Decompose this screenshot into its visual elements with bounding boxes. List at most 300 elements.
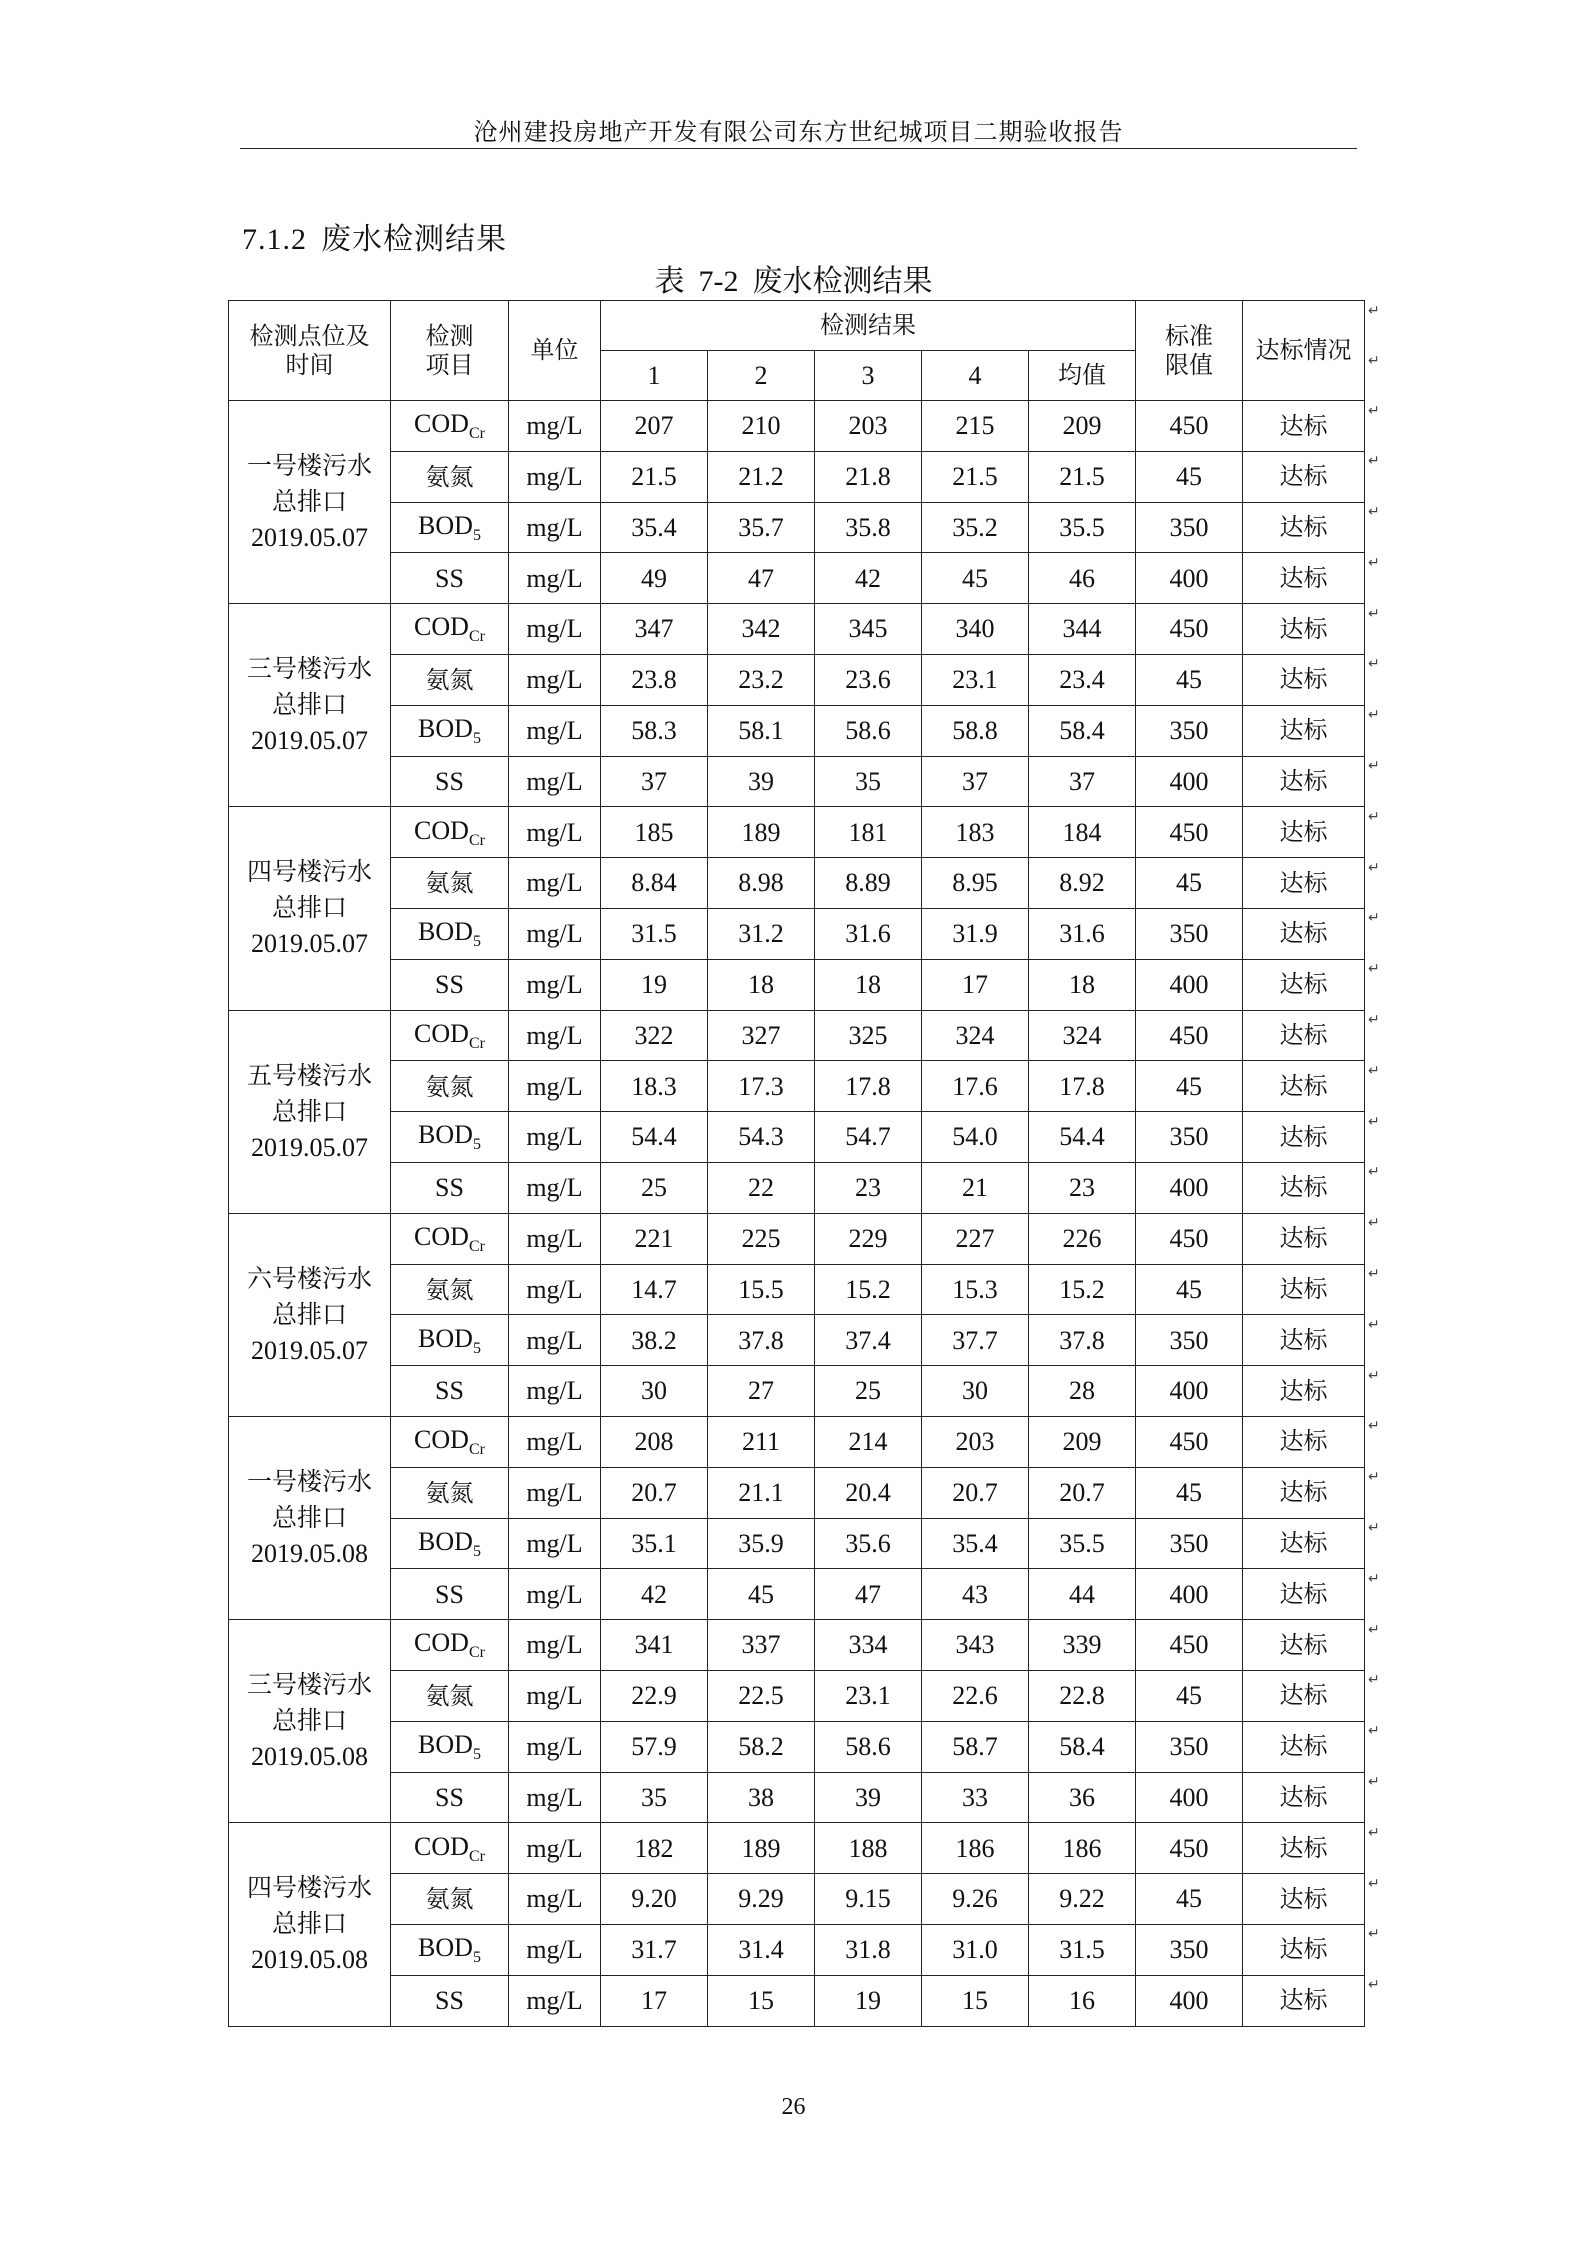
item-cell (391, 1366, 509, 1417)
run-2-cell: 17.3 (708, 1061, 815, 1112)
run-3-cell: 37.4 (815, 1315, 922, 1366)
run-4-cell: 186 (922, 1823, 1029, 1874)
location-name: 一号楼污水总排口 (246, 1467, 372, 1533)
table-row (229, 1975, 1365, 2026)
mean-cell: 37 (1029, 756, 1136, 807)
run-4-cell: 17.6 (922, 1061, 1029, 1112)
run-1-cell: 8.84 (601, 858, 708, 909)
unit-cell: mg/L (509, 807, 601, 858)
status-cell: 达标 (1243, 1416, 1365, 1467)
table-row (229, 908, 1365, 959)
item-name: COD (414, 815, 469, 845)
mean-cell: 344 (1029, 604, 1136, 655)
status-cell: 达标 (1243, 1315, 1365, 1366)
table-row (229, 1162, 1365, 1213)
item-cell (391, 1264, 509, 1315)
run-4-cell: 58.8 (922, 705, 1029, 756)
limit-cell: 450 (1136, 807, 1243, 858)
mean-cell: 31.6 (1029, 908, 1136, 959)
unit-cell: mg/L (509, 1366, 601, 1417)
return-mark-icon: ↵ (1368, 758, 1380, 775)
unit-cell: mg/L (509, 1416, 601, 1467)
item-cell (391, 705, 509, 756)
mean-cell: 58.4 (1029, 1721, 1136, 1772)
run-3-cell: 9.15 (815, 1874, 922, 1925)
mean-cell: 339 (1029, 1620, 1136, 1671)
run-3-cell: 345 (815, 604, 922, 655)
item-cell (391, 1467, 509, 1518)
run-2-cell: 211 (708, 1416, 815, 1467)
unit-cell: mg/L (509, 502, 601, 553)
run-2-cell: 27 (708, 1366, 815, 1417)
run-4-cell: 22.6 (922, 1670, 1029, 1721)
table-row (229, 807, 1365, 858)
item-name: BOD (418, 1120, 473, 1150)
run-1-cell: 37 (601, 756, 708, 807)
run-2-cell: 31.2 (708, 908, 815, 959)
return-mark-icon: ↵ (1368, 707, 1380, 724)
mean-cell: 58.4 (1029, 705, 1136, 756)
return-mark-icon: ↵ (1368, 1367, 1380, 1384)
run-1-cell: 322 (601, 1010, 708, 1061)
col-header-results: 检测结果 (601, 301, 1136, 351)
limit-cell: 45 (1136, 654, 1243, 705)
item-name: SS (435, 1782, 464, 1812)
return-mark-icon: ↵ (1368, 605, 1380, 622)
run-1-cell: 49 (601, 553, 708, 604)
item-subscript: 5 (472, 1542, 481, 1560)
status-cell: 达标 (1243, 1366, 1365, 1417)
col-header-mean: 均值 (1029, 351, 1136, 401)
table-row (229, 1061, 1365, 1112)
run-3-cell: 58.6 (815, 705, 922, 756)
mean-cell: 18 (1029, 959, 1136, 1010)
run-4-cell: 35.4 (922, 1518, 1029, 1569)
return-mark-icon: ↵ (1368, 1418, 1380, 1435)
run-3-cell: 325 (815, 1010, 922, 1061)
status-cell: 达标 (1243, 1975, 1365, 2026)
run-1-cell: 35.4 (601, 502, 708, 553)
item-name: BOD (418, 1323, 473, 1353)
return-mark-icon: ↵ (1368, 1926, 1380, 1943)
limit-cell: 350 (1136, 1924, 1243, 1975)
status-cell: 达标 (1243, 553, 1365, 604)
item-name: COD (414, 1221, 469, 1251)
run-3-cell: 35 (815, 756, 922, 807)
item-subscript: Cr (468, 1034, 485, 1052)
limit-cell: 450 (1136, 401, 1243, 452)
mean-cell: 209 (1029, 1416, 1136, 1467)
mean-cell: 209 (1029, 401, 1136, 452)
item-name: BOD (418, 713, 473, 743)
run-1-cell: 17 (601, 1975, 708, 2026)
item-name: 氨氮 (425, 1682, 474, 1711)
table-row (229, 959, 1365, 1010)
location-date: 2019.05.07 (251, 1335, 368, 1365)
item-subscript: Cr (468, 1644, 485, 1662)
run-3-cell: 181 (815, 807, 922, 858)
item-cell (391, 1874, 509, 1925)
limit-cell: 400 (1136, 959, 1243, 1010)
run-4-cell: 37.7 (922, 1315, 1029, 1366)
status-cell: 达标 (1243, 502, 1365, 553)
mean-cell: 54.4 (1029, 1112, 1136, 1163)
item-name: BOD (418, 917, 473, 947)
location-date: 2019.05.08 (251, 1945, 368, 1975)
item-cell (391, 1721, 509, 1772)
run-4-cell: 8.95 (922, 858, 1029, 909)
run-4-cell: 15 (922, 1975, 1029, 2026)
limit-cell: 350 (1136, 908, 1243, 959)
return-mark-icon: ↵ (1368, 1520, 1380, 1537)
item-subscript: 5 (472, 1949, 481, 1967)
location-name: 一号楼污水总排口 (246, 451, 372, 517)
item-subscript: Cr (468, 831, 485, 849)
run-4-cell: 15.3 (922, 1264, 1029, 1315)
mean-cell: 23 (1029, 1162, 1136, 1213)
item-cell (391, 654, 509, 705)
run-1-cell: 221 (601, 1213, 708, 1264)
status-cell: 达标 (1243, 807, 1365, 858)
limit-cell: 45 (1136, 1467, 1243, 1518)
run-2-cell: 35.7 (708, 502, 815, 553)
unit-cell: mg/L (509, 451, 601, 502)
run-1-cell: 207 (601, 401, 708, 452)
status-cell: 达标 (1243, 1112, 1365, 1163)
run-3-cell: 15.2 (815, 1264, 922, 1315)
return-mark-icon: ↵ (1368, 402, 1380, 419)
status-cell: 达标 (1243, 1010, 1365, 1061)
item-name: 氨氮 (425, 666, 474, 695)
table-row (229, 1416, 1365, 1467)
run-1-cell: 208 (601, 1416, 708, 1467)
return-mark-icon: ↵ (1368, 1062, 1380, 1079)
table-row (229, 1467, 1365, 1518)
status-cell: 达标 (1243, 1518, 1365, 1569)
item-cell (391, 959, 509, 1010)
return-mark-icon: ↵ (1368, 1164, 1380, 1181)
run-3-cell: 23 (815, 1162, 922, 1213)
return-mark-icon: ↵ (1368, 1977, 1380, 1994)
mean-cell: 36 (1029, 1772, 1136, 1823)
run-3-cell: 47 (815, 1569, 922, 1620)
run-2-cell: 21.2 (708, 451, 815, 502)
table-title: 废水检测结果 (752, 264, 933, 299)
return-mark-icon: ↵ (1368, 1570, 1380, 1587)
unit-cell: mg/L (509, 654, 601, 705)
run-2-cell: 45 (708, 1569, 815, 1620)
table-row (229, 654, 1365, 705)
mean-cell: 46 (1029, 553, 1136, 604)
item-cell (391, 1569, 509, 1620)
run-3-cell: 214 (815, 1416, 922, 1467)
return-mark-icon: ↵ (1368, 1113, 1380, 1130)
col-header-status: 达标情况 (1243, 301, 1365, 401)
item-cell (391, 604, 509, 655)
return-mark-icon: ↵ (1368, 453, 1380, 470)
unit-cell: mg/L (509, 1518, 601, 1569)
item-cell (391, 502, 509, 553)
limit-cell: 400 (1136, 756, 1243, 807)
run-3-cell: 35.8 (815, 502, 922, 553)
table-row (229, 451, 1365, 502)
col-header-item: 检测项目 (391, 301, 509, 401)
location-date: 2019.05.07 (251, 726, 368, 756)
item-subscript: Cr (468, 425, 485, 443)
return-mark-icon: ↵ (1368, 859, 1380, 876)
item-name: 氨氮 (425, 869, 474, 898)
item-name: SS (435, 1986, 464, 2015)
mean-cell: 21.5 (1029, 451, 1136, 502)
return-mark-icon: ↵ (1368, 1723, 1380, 1740)
mean-cell: 37.8 (1029, 1315, 1136, 1366)
item-subscript: 5 (472, 1746, 481, 1764)
return-mark-icon: ↵ (1368, 1012, 1380, 1029)
item-cell (391, 756, 509, 807)
limit-cell: 400 (1136, 1366, 1243, 1417)
status-cell: 达标 (1243, 705, 1365, 756)
run-1-cell: 25 (601, 1162, 708, 1213)
status-cell: 达标 (1243, 908, 1365, 959)
run-3-cell: 35.6 (815, 1518, 922, 1569)
unit-cell: mg/L (509, 1569, 601, 1620)
table-row (229, 1772, 1365, 1823)
unit-cell: mg/L (509, 1264, 601, 1315)
run-2-cell: 35.9 (708, 1518, 815, 1569)
unit-cell: mg/L (509, 1061, 601, 1112)
limit-cell: 45 (1136, 1874, 1243, 1925)
status-cell: 达标 (1243, 1721, 1365, 1772)
col-header-run-1: 1 (601, 351, 708, 401)
limit-cell: 450 (1136, 1213, 1243, 1264)
limit-cell: 400 (1136, 1162, 1243, 1213)
return-mark-icon: ↵ (1368, 961, 1380, 978)
mean-cell: 20.7 (1029, 1467, 1136, 1518)
run-3-cell: 334 (815, 1620, 922, 1671)
run-4-cell: 31.9 (922, 908, 1029, 959)
status-cell: 达标 (1243, 1874, 1365, 1925)
unit-cell: mg/L (509, 1975, 601, 2026)
run-2-cell: 58.1 (708, 705, 815, 756)
table-row (229, 1315, 1365, 1366)
item-cell (391, 451, 509, 502)
item-name: BOD (418, 1526, 473, 1556)
unit-cell: mg/L (509, 553, 601, 604)
return-mark-icon: ↵ (1368, 1215, 1380, 1232)
return-mark-icon: ↵ (1368, 554, 1380, 571)
unit-cell: mg/L (509, 1670, 601, 1721)
section-title: 废水检测结果 (321, 222, 507, 257)
run-3-cell: 19 (815, 1975, 922, 2026)
location-cell (229, 1823, 391, 2026)
item-cell (391, 553, 509, 604)
run-4-cell: 9.26 (922, 1874, 1029, 1925)
run-3-cell: 21.8 (815, 451, 922, 502)
status-cell: 达标 (1243, 1569, 1365, 1620)
run-2-cell: 54.3 (708, 1112, 815, 1163)
item-name: COD (414, 1831, 469, 1861)
section-heading (242, 214, 507, 258)
run-1-cell: 347 (601, 604, 708, 655)
status-cell: 达标 (1243, 1264, 1365, 1315)
run-2-cell: 189 (708, 1823, 815, 1874)
run-1-cell: 31.7 (601, 1924, 708, 1975)
table-row (229, 502, 1365, 553)
run-4-cell: 20.7 (922, 1467, 1029, 1518)
unit-cell: mg/L (509, 1924, 601, 1975)
return-mark-icon: ↵ (1368, 1774, 1380, 1791)
location-date: 2019.05.07 (251, 929, 368, 959)
run-3-cell: 25 (815, 1366, 922, 1417)
limit-cell: 350 (1136, 502, 1243, 553)
run-4-cell: 227 (922, 1213, 1029, 1264)
mean-cell: 324 (1029, 1010, 1136, 1061)
run-1-cell: 182 (601, 1823, 708, 1874)
run-2-cell: 39 (708, 756, 815, 807)
return-mark-icon: ↵ (1368, 1266, 1380, 1283)
run-2-cell: 21.1 (708, 1467, 815, 1518)
limit-cell: 450 (1136, 1416, 1243, 1467)
mean-cell: 16 (1029, 1975, 1136, 2026)
item-subscript: 5 (472, 526, 481, 544)
wastewater-results-table (228, 300, 1365, 2027)
run-2-cell: 15.5 (708, 1264, 815, 1315)
run-1-cell: 35 (601, 1772, 708, 1823)
run-3-cell: 31.8 (815, 1924, 922, 1975)
table-row (229, 1721, 1365, 1772)
table-row (229, 401, 1365, 452)
col-header-run-3: 3 (815, 351, 922, 401)
location-name: 三号楼污水总排口 (246, 654, 372, 720)
location-date: 2019.05.08 (251, 1742, 368, 1772)
mean-cell: 44 (1029, 1569, 1136, 1620)
run-1-cell: 9.20 (601, 1874, 708, 1925)
unit-cell: mg/L (509, 1112, 601, 1163)
item-subscript: Cr (468, 1847, 485, 1865)
item-name: COD (414, 612, 469, 642)
item-name: 氨氮 (425, 1885, 474, 1914)
page-header: 沧州建投房地产开发有限公司东方世纪城项目二期验收报告 (473, 118, 1124, 146)
limit-cell: 45 (1136, 1264, 1243, 1315)
item-name: 氨氮 (425, 463, 474, 492)
run-3-cell: 203 (815, 401, 922, 452)
limit-cell: 350 (1136, 705, 1243, 756)
run-1-cell: 35.1 (601, 1518, 708, 1569)
unit-cell: mg/L (509, 1010, 601, 1061)
status-cell: 达标 (1243, 401, 1365, 452)
run-2-cell: 337 (708, 1620, 815, 1671)
run-2-cell: 23.2 (708, 654, 815, 705)
run-2-cell: 22 (708, 1162, 815, 1213)
location-name: 四号楼污水总排口 (246, 857, 372, 923)
item-subscript: 5 (472, 730, 481, 748)
col-header-run-4: 4 (922, 351, 1029, 401)
run-3-cell: 23.6 (815, 654, 922, 705)
run-4-cell: 203 (922, 1416, 1029, 1467)
table-prefix: 表 (654, 264, 685, 299)
unit-cell: mg/L (509, 604, 601, 655)
table-row (229, 1518, 1365, 1569)
status-cell: 达标 (1243, 1467, 1365, 1518)
run-2-cell: 31.4 (708, 1924, 815, 1975)
status-cell: 达标 (1243, 858, 1365, 909)
status-cell: 达标 (1243, 604, 1365, 655)
run-2-cell: 18 (708, 959, 815, 1010)
run-1-cell: 18.3 (601, 1061, 708, 1112)
run-2-cell: 9.29 (708, 1874, 815, 1925)
run-1-cell: 20.7 (601, 1467, 708, 1518)
mean-cell: 8.92 (1029, 858, 1136, 909)
item-name: SS (435, 1173, 464, 1203)
table-caption (0, 256, 1587, 300)
item-name: 氨氮 (425, 1072, 474, 1101)
item-cell (391, 858, 509, 909)
item-cell (391, 1518, 509, 1569)
item-name: COD (414, 409, 469, 439)
run-1-cell: 31.5 (601, 908, 708, 959)
table-row (229, 1569, 1365, 1620)
run-1-cell: 30 (601, 1366, 708, 1417)
item-name: SS (435, 766, 464, 796)
item-cell (391, 1162, 509, 1213)
return-mark-icon: ↵ (1368, 910, 1380, 927)
item-cell (391, 1010, 509, 1061)
run-1-cell: 14.7 (601, 1264, 708, 1315)
run-4-cell: 31.0 (922, 1924, 1029, 1975)
item-cell (391, 1213, 509, 1264)
unit-cell: mg/L (509, 401, 601, 452)
item-name: 氨氮 (425, 1479, 474, 1508)
limit-cell: 400 (1136, 1772, 1243, 1823)
run-4-cell: 343 (922, 1620, 1029, 1671)
run-1-cell: 341 (601, 1620, 708, 1671)
run-4-cell: 21.5 (922, 451, 1029, 502)
item-name: COD (414, 1628, 469, 1658)
limit-cell: 350 (1136, 1112, 1243, 1163)
run-2-cell: 58.2 (708, 1721, 815, 1772)
unit-cell: mg/L (509, 959, 601, 1010)
run-3-cell: 188 (815, 1823, 922, 1874)
table-row (229, 1670, 1365, 1721)
run-4-cell: 58.7 (922, 1721, 1029, 1772)
mean-cell: 23.4 (1029, 654, 1136, 705)
run-2-cell: 8.98 (708, 858, 815, 909)
run-4-cell: 45 (922, 553, 1029, 604)
run-4-cell: 35.2 (922, 502, 1029, 553)
item-cell (391, 1670, 509, 1721)
unit-cell: mg/L (509, 1721, 601, 1772)
location-name: 三号楼污水总排口 (246, 1670, 372, 1736)
col-header-location: 检测点位及时间 (229, 301, 391, 401)
location-name: 六号楼污水总排口 (246, 1263, 372, 1329)
run-4-cell: 54.0 (922, 1112, 1029, 1163)
item-cell (391, 1061, 509, 1112)
run-3-cell: 31.6 (815, 908, 922, 959)
run-3-cell: 54.7 (815, 1112, 922, 1163)
item-subscript: 5 (472, 933, 481, 951)
location-date: 2019.05.07 (251, 523, 368, 553)
location-cell (229, 604, 391, 807)
run-2-cell: 327 (708, 1010, 815, 1061)
unit-cell: mg/L (509, 1213, 601, 1264)
table-row (229, 858, 1365, 909)
run-3-cell: 23.1 (815, 1670, 922, 1721)
unit-cell: mg/L (509, 858, 601, 909)
unit-cell: mg/L (509, 1772, 601, 1823)
page-number: 26 (781, 2094, 806, 2120)
return-mark-icon: ↵ (1368, 808, 1380, 825)
table-row (229, 1010, 1365, 1061)
